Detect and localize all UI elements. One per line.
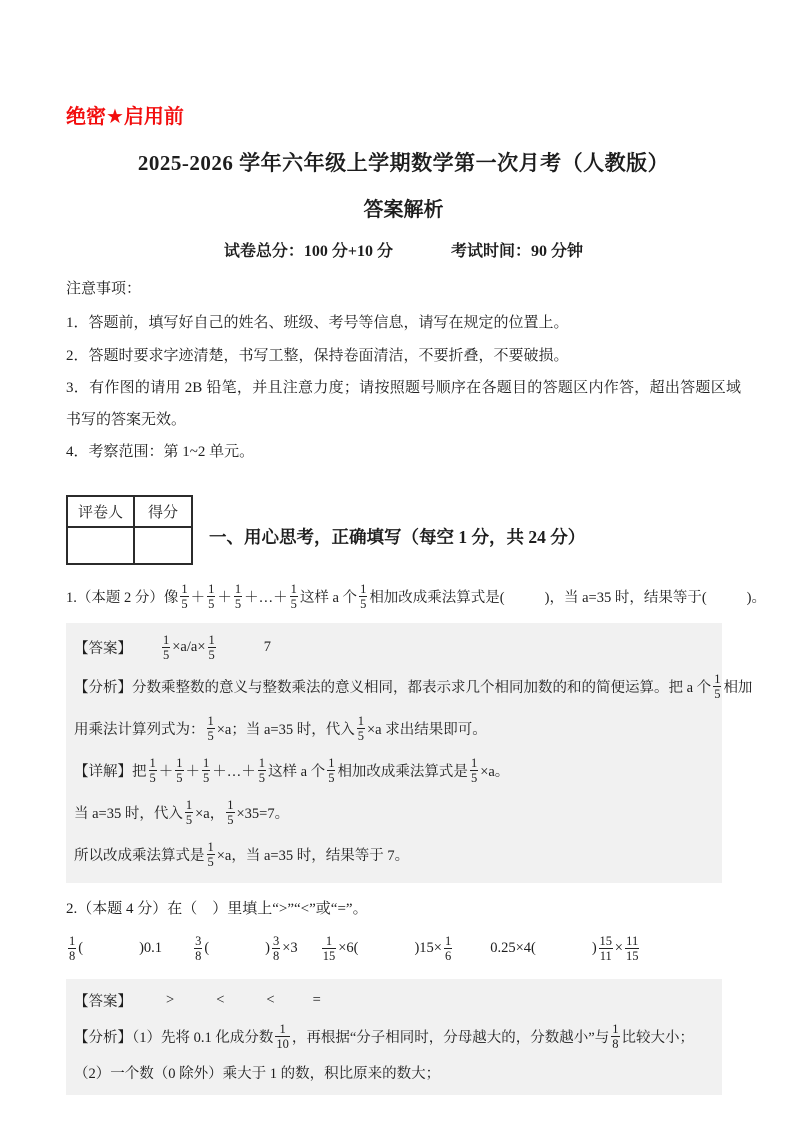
notice-item-4: 4．考察范围：第 1~2 单元。 (66, 444, 255, 461)
fraction: $\frac{1}{5}$ (203, 756, 210, 785)
fraction: $\frac{1}{5}$ (207, 840, 214, 869)
answer-analysis-heading: 答案解析 (363, 199, 444, 221)
q1-stem: 1.（本题 2 分）像 $\frac{1}{5}$ ＋ $\frac{1}{5}$ ＋ $\frac{1}{5}$ ＋…＋ $\frac{1}{5}$ 这样 a 个 $\frac{1}{5}$ 相加改成乘法算式是( )，当 a=35 时，结果等于( )。 (66, 582, 767, 611)
fraction: $\frac{1}{15}$ (322, 934, 336, 963)
classification-label: 绝密★启用前 (66, 106, 184, 128)
total-score-label: 试卷总分：100 分+10 分 (223, 243, 394, 260)
score-empty-cell (134, 527, 192, 564)
exam-meta-line (66, 238, 741, 261)
q1-analysis-line-2: 用乘法计算列式为： $\frac{1}{5}$ ×a；当 a=35 时，代入 $\frac{1}{5}$ ×a 求出结果即可。 (74, 714, 487, 743)
q1-detail-line-2: 当 a=35 时，代入 $\frac{1}{5}$ ×a， $\frac{1}{5}$ ×35=7。 (74, 798, 290, 827)
q2-answer-line: 【答案】 > < < = (74, 992, 321, 1010)
notice-item-2: 2．答题时要求字迹清楚，书写工整，保持卷面清洁，不要折叠，不要破损。 (66, 347, 569, 364)
fraction: $\frac{15}{11}$ (599, 934, 612, 963)
q1-detail-line-1: 【详解】把 $\frac{1}{5}$ ＋ $\frac{1}{5}$ ＋ $\frac{1}{5}$ ＋…＋ $\frac{1}{5}$ 这样 a 个 $\frac{1}{5}$ 相加改成乘法算式是 $\frac{1}{5}$ ×a。 (74, 756, 510, 785)
grader-empty-cell (67, 527, 134, 564)
fraction: $\frac{1}{5}$ (208, 582, 215, 611)
fraction: $\frac{1}{5}$ (357, 714, 364, 743)
q2-stem: 2.（本题 4 分）在（ ）里填上“>”“<”或“=”。 (66, 901, 368, 917)
section1-heading: 一、用心思考，正确填写（每空 1 分，共 24 分） (209, 527, 586, 547)
fraction: $\frac{1}{5}$ (207, 714, 214, 743)
score-col-label: 得分 (134, 496, 192, 527)
question-1 (66, 575, 767, 883)
fraction: $\frac{1}{8}$ (69, 934, 76, 963)
fraction: $\frac{1}{5}$ (360, 582, 367, 611)
grader-col-label: 评卷人 (67, 496, 134, 527)
grader-table-header-row (67, 496, 192, 527)
notice-item-3: 3．有作图的请用 2B 铅笔，并且注意力度；请按照题号顺序在各题目的答题区内作答，超出答题区域书写的答案无效。 (66, 379, 741, 428)
q1-answer-line: 【答案】 $\frac{1}{5}$ ×a/a× $\frac{1}{5}$ 7 (74, 633, 272, 662)
fraction: $\frac{1}{5}$ (149, 756, 156, 785)
fraction: $\frac{1}{5}$ (258, 756, 265, 785)
q2-comparison-line: $\frac{1}{8}$ ( )0.1 $\frac{3}{8}$ ( ) $\frac{3}{8}$ ×3 $\frac{1}{15}$ ×6( )15× $\frac{1}{6}$ 0.25×4( ) $\frac{15}{11}$ × $\frac{11}{15}$ (69, 934, 639, 963)
q1-answer-block (66, 623, 753, 883)
fraction: $\frac{1}{5}$ (163, 633, 170, 662)
grader-table-empty-row (67, 527, 192, 564)
q1-analysis-line-1: 【分析】分数乘整数的意义与整数乘法的意义相同，都表示求几个相同加数的和的简便运算。把 a 个 $\frac{1}{5}$ 相加 (74, 672, 753, 701)
q1-detail-line-3: 所以改成乘法算式是 $\frac{1}{5}$ ×a，当 a=35 时，结果等于 7。 (74, 840, 410, 869)
exam-time-label: 考试时间：90 分钟 (451, 243, 584, 260)
notice-section (66, 273, 741, 469)
fraction: $\frac{1}{6}$ (444, 934, 452, 963)
fraction: $\frac{1}{10}$ (276, 1022, 289, 1051)
fraction: $\frac{11}{15}$ (625, 934, 639, 963)
q2-analysis-line-2: （2）一个数（0 除外）乘大于 1 的数，积比原来的数大； (74, 1066, 441, 1082)
fraction: $\frac{1}{5}$ (328, 756, 335, 785)
fraction: $\frac{3}{8}$ (273, 934, 280, 963)
fraction: $\frac{1}{5}$ (714, 672, 721, 701)
q2-answer-block (66, 979, 722, 1095)
q2-analysis-line-1: 【分析】（1）先将 0.1 化成分数 $\frac{1}{10}$ ，再根据“分子相同时，分母越大的，分数越小”与 $\frac{1}{8}$ 比较大小； (74, 1022, 694, 1051)
question-2 (66, 895, 741, 1095)
notice-item-1: 1．答题前，填写好自己的姓名、班级、考号等信息，请写在规定的位置上。 (66, 315, 569, 332)
fraction: $\frac{1}{8}$ (612, 1022, 619, 1051)
fraction: $\frac{1}{5}$ (185, 798, 193, 827)
fraction: $\frac{1}{5}$ (290, 582, 297, 611)
fraction: $\frac{1}{5}$ (470, 756, 478, 785)
fraction: $\frac{1}{5}$ (234, 582, 242, 611)
grader-section-row (66, 495, 741, 565)
fraction: $\frac{3}{8}$ (195, 934, 202, 963)
grader-score-table (66, 495, 193, 565)
fraction: $\frac{1}{5}$ (181, 582, 188, 611)
fraction: $\frac{1}{5}$ (176, 756, 183, 785)
exam-title: 2025-2026 学年六年级上学期数学第一次月考（人教版） (137, 151, 670, 175)
fraction: $\frac{1}{5}$ (208, 633, 215, 662)
notice-heading: 注意事项： (66, 281, 142, 297)
fraction: $\frac{1}{5}$ (227, 798, 234, 827)
